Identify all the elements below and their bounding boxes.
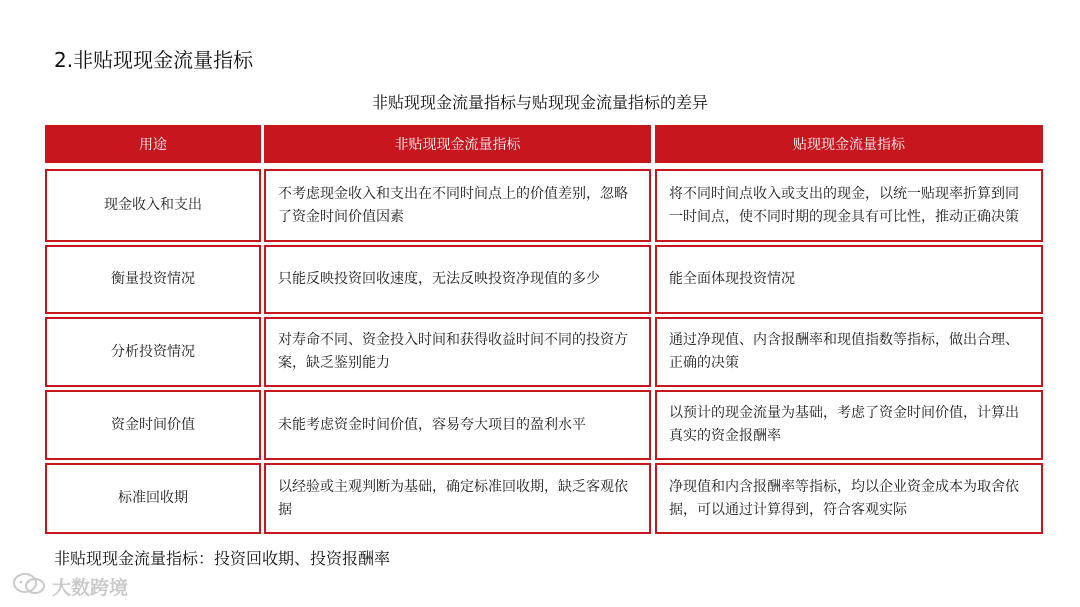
row-3-use: 分析投资情况 xyxy=(45,317,261,387)
row-5-use: 标准回收期 xyxy=(45,463,261,534)
watermark xyxy=(12,572,128,601)
wechat-bubble-icon xyxy=(12,572,46,601)
row-3-non-discounted: 对寿命不同、资金投入时间和获得收益时间不同的投资方案，缺乏鉴别能力 xyxy=(264,317,651,387)
row-2-use: 衡量投资情况 xyxy=(45,245,261,314)
row-5-discounted: 净现值和内含报酬率等指标，均以企业资金成本为取舍依据，可以通过计算得到，符合客观实际 xyxy=(655,463,1043,534)
row-1-non-discounted: 不考虑现金收入和支出在不同时间点上的价值差别，忽略了资金时间价值因素 xyxy=(264,169,651,242)
table-caption: 非贴现现金流量指标与贴现现金流量指标的差异 xyxy=(371,93,708,112)
row-5-non-discounted: 以经验或主观判断为基础，确定标准回收期，缺乏客观依据 xyxy=(264,463,651,534)
row-2-discounted: 能全面体现投资情况 xyxy=(655,245,1043,314)
row-1-use: 现金收入和支出 xyxy=(45,169,261,242)
footnote: 非贴现现金流量指标：投资回收期、投资报酬率 xyxy=(54,549,391,568)
row-3-discounted: 通过净现值、内含报酬率和现值指数等指标，做出合理、正确的决策 xyxy=(655,317,1043,387)
row-4-discounted: 以预计的现金流量为基础，考虑了资金时间价值，计算出真实的资金报酬率 xyxy=(655,390,1043,460)
header-use: 用途 xyxy=(45,125,261,163)
row-4-use: 资金时间价值 xyxy=(45,390,261,460)
header-discounted: 贴现现金流量指标 xyxy=(655,125,1043,163)
watermark-text: 大数跨境 xyxy=(52,577,129,599)
row-1-discounted: 将不同时间点收入或支出的现金，以统一贴现率折算到同一时间点，使不同时期的现金具有可比性，推动正确决策 xyxy=(655,169,1043,242)
row-2-non-discounted: 只能反映投资回收速度，无法反映投资净现值的多少 xyxy=(264,245,651,314)
row-4-non-discounted: 未能考虑资金时间价值，容易夸大项目的盈利水平 xyxy=(264,390,651,460)
header-non-discounted: 非贴现现金流量指标 xyxy=(264,125,651,163)
section-title: 2.非贴现现金流量指标 xyxy=(54,48,254,72)
